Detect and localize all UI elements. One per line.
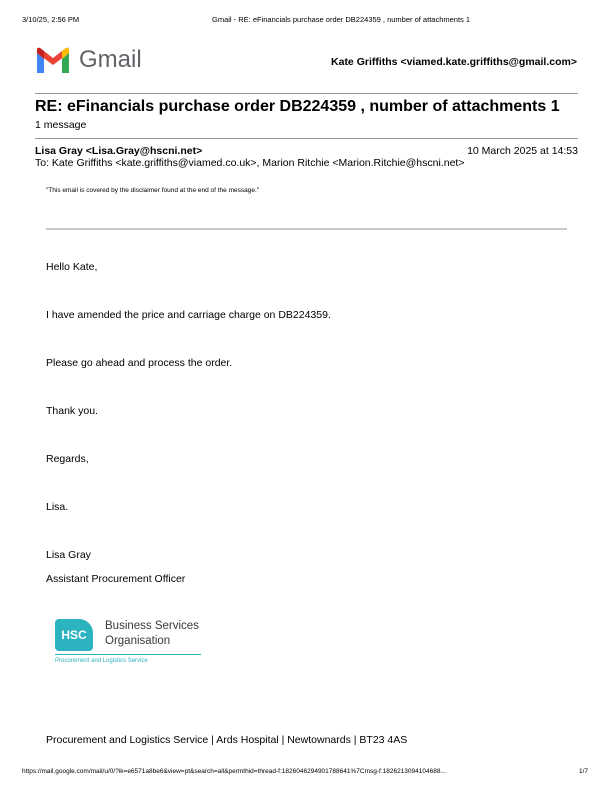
message-date: 10 March 2025 at 14:53 (467, 145, 578, 157)
body-paragraph: Lisa. (46, 501, 69, 513)
gmail-wordmark: Gmail (79, 46, 142, 73)
body-paragraph: Please go ahead and process the order. (46, 357, 233, 369)
sender: Lisa Gray <Lisa.Gray@hscni.net> (35, 145, 203, 157)
divider (46, 228, 567, 230)
gmail-logo[interactable] (35, 44, 145, 78)
divider (35, 93, 578, 94)
bso-logo (55, 617, 205, 669)
bso-tagline: Procurement and Logistics Service (55, 658, 148, 664)
disclaimer-note: "This email is covered by the disclaimer found at the end of the message." (46, 187, 260, 194)
recipients: To: Kate Griffiths <kate.griffiths@viamed.co.uk>, Marion Ritchie <Marion.Ritchie@hscni.net> (35, 157, 465, 169)
signature-title: Assistant Procurement Officer (46, 573, 186, 585)
bso-line2: Organisation (105, 635, 171, 647)
body-paragraph: I have amended the price and carriage charge on DB224359. (46, 309, 331, 321)
bso-underline (55, 654, 201, 655)
message-count: 1 message (35, 119, 87, 131)
print-url: https://mail.google.com/mail/u/0/?ik=e6571a8be6&view=pt&search=all&permthid=thread-f:1826046294901788641%7Cmsg-f:1826213094104688... (22, 768, 446, 775)
body-paragraph: Thank you. (46, 405, 98, 417)
print-timestamp: 3/10/25, 2:56 PM (22, 15, 80, 24)
divider (35, 138, 578, 139)
bso-line1: Business Services (105, 620, 199, 632)
hsc-badge (55, 619, 93, 651)
signature-name: Lisa Gray (46, 549, 91, 561)
hsc-badge-label: HSC (61, 628, 87, 642)
account-email: Kate Griffiths <viamed.kate.griffiths@gmail.com> (331, 56, 577, 68)
gmail-m-icon (35, 47, 71, 75)
page-number: 1/7 (578, 768, 588, 775)
body-paragraph: Regards, (46, 453, 89, 465)
thread-subject: RE: eFinancials purchase order DB224359 , number of attachments 1 (35, 98, 560, 115)
signature-footer: Procurement and Logistics Service | Ards Hospital | Newtownards | BT23 4AS (46, 734, 408, 746)
print-window-title: Gmail - RE: eFinancials purchase order DB224359 , number of attachments 1 (212, 15, 471, 24)
greeting: Hello Kate, (46, 261, 98, 273)
